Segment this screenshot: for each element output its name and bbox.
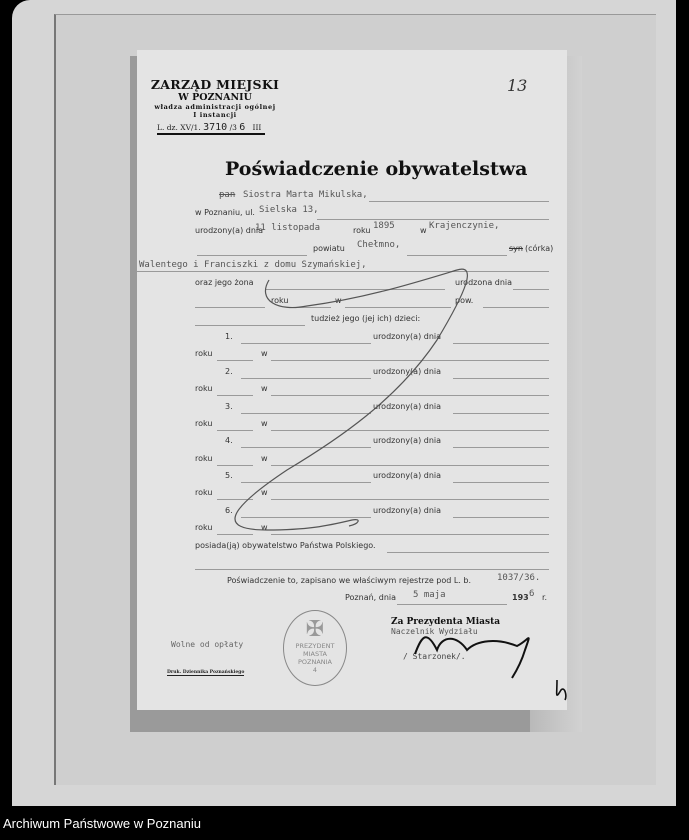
name-row: [137, 190, 567, 204]
child-2-year-row: [137, 384, 567, 398]
child-2-row: [137, 367, 567, 381]
place-label: Poznań, dnia: [345, 593, 397, 602]
city-label: w Poznaniu, ul.: [195, 208, 255, 217]
stamp-line: 4: [312, 666, 318, 674]
born-year: 1895: [373, 221, 395, 231]
child-in-label: w: [261, 523, 268, 532]
ref-sep: /3: [229, 123, 237, 132]
child-in-label: w: [261, 349, 268, 358]
children-label: tudzież jego (jej ich) dzieci:: [311, 314, 421, 323]
issuer-header: [145, 77, 285, 119]
ref-number: 3710: [203, 122, 228, 133]
citizenship-row: [137, 541, 567, 555]
child-5-year-row: [137, 488, 567, 502]
child-year-label: roku: [195, 454, 213, 463]
ref-month: 6: [239, 122, 246, 133]
child-born-label: urodzony(a) dnia: [373, 471, 442, 480]
page-number: 13: [507, 76, 528, 95]
wife-in-label: w: [335, 296, 342, 305]
stamp-line: PREZYDENT: [295, 642, 335, 650]
issuer-line4: I instancji: [193, 111, 237, 119]
child-3-row: [137, 402, 567, 416]
register-text: Poświadczenie to, zapisano we właściwym rejestrze pod L. b.: [227, 576, 472, 585]
child-born-label: urodzony(a) dnia: [373, 402, 442, 411]
street: Sielska 13,: [259, 205, 319, 215]
children-header-row: [137, 314, 567, 328]
born-label: urodzony(a) dnia: [195, 226, 264, 235]
child-number: 1.: [225, 332, 233, 341]
child-in-label: w: [261, 454, 268, 463]
year-digit: 6: [529, 589, 535, 599]
child-number: 3.: [225, 402, 233, 411]
issuer-line1: ZARZĄD MIEJSKI: [150, 77, 280, 92]
county-label: powiatu: [313, 244, 345, 253]
child-born-label: urodzony(a) dnia: [373, 367, 442, 376]
wife-row: [137, 278, 567, 292]
child-year-label: roku: [195, 488, 213, 497]
child-number: 5.: [225, 471, 233, 480]
blank-row: [137, 558, 567, 572]
stamp-line: POZNANIA: [297, 658, 333, 666]
signer-name: / Starzonek/.: [403, 652, 466, 661]
child-year-label: roku: [195, 384, 213, 393]
child-year-label: roku: [195, 523, 213, 532]
born-day: 11 listopada: [255, 223, 321, 233]
address-row: [137, 205, 567, 222]
ref-suffix: III: [252, 123, 262, 132]
issuer-line3: władza administracji ogólnej: [154, 103, 276, 111]
child-4-year-row: [137, 454, 567, 468]
child-6-row: [137, 506, 567, 520]
issue-date: 5 maja: [413, 590, 446, 600]
issuer-line2: W POZNANIU: [178, 92, 252, 103]
citizenship-statement: posiada(ją) obywatelstwo Państwa Polskiego.: [195, 541, 376, 550]
signature-role: Naczelnik Wydziału: [391, 627, 478, 636]
county-row: [137, 240, 567, 258]
fee-note: Wolne od opłaty: [171, 640, 244, 649]
child-in-label: w: [261, 384, 268, 393]
year-prefix: 193: [512, 593, 529, 602]
wife-county-label: pow.: [455, 296, 474, 305]
child-1-row: [137, 332, 567, 346]
parents: Walentego i Franciszki z domu Szymańskiej,: [139, 260, 367, 270]
wife-label: oraz jego żona: [195, 278, 254, 287]
archive-footer-label: Archiwum Państwowe w Poznaniu: [3, 816, 201, 831]
holder-name: Siostra Marta Mikulska,: [243, 190, 368, 200]
child-year-label: roku: [195, 419, 213, 428]
child-born-label: urodzony(a) dnia: [373, 332, 442, 341]
register-row: [137, 573, 567, 590]
child-5-row: [137, 471, 567, 485]
son-label: syn: [509, 244, 523, 253]
document-title: Poświadczenie obywatelstwa: [225, 158, 528, 180]
child-in-label: w: [261, 419, 268, 428]
child-4-row: [137, 436, 567, 450]
child-year-label: roku: [195, 349, 213, 358]
child-number: 2.: [225, 367, 233, 376]
child-number: 6.: [225, 506, 233, 515]
date-row: [137, 589, 567, 607]
child-1-year-row: [137, 349, 567, 363]
signature-title: Za Prezydenta Miasta: [391, 617, 501, 627]
child-6-year-row: [137, 523, 567, 537]
register-number: 1037/36.: [497, 573, 541, 583]
year-suffix: r.: [542, 593, 548, 602]
year-label: roku: [353, 226, 371, 235]
wife-year-row: [137, 296, 567, 310]
child-born-label: urodzony(a) dnia: [373, 436, 442, 445]
ref-prefix: L. dz. XV/1.: [157, 123, 201, 132]
parents-row: [137, 260, 567, 274]
daughter-label: (córka): [525, 244, 554, 253]
birth-row: [137, 221, 567, 240]
reference-number: [157, 122, 265, 135]
wife-born-label: urodzona dnia: [455, 278, 513, 287]
struck-prefix: pan: [219, 190, 236, 200]
child-number: 4.: [225, 436, 233, 445]
document-page: [137, 50, 567, 710]
county: Chełmno,: [357, 240, 401, 250]
eagle-emblem-icon: ✠: [305, 617, 325, 642]
printer-imprint: Druk. Dziennika Poznańskiego: [167, 670, 245, 675]
in-label: w: [420, 226, 427, 235]
child-in-label: w: [261, 488, 268, 497]
stamp-line: MIASTA: [302, 650, 327, 658]
wife-year-label: roku: [271, 296, 289, 305]
child-3-year-row: [137, 419, 567, 433]
child-born-label: urodzony(a) dnia: [373, 506, 442, 515]
official-stamp: [283, 610, 347, 686]
born-place: Krajenczynie,: [429, 221, 500, 231]
